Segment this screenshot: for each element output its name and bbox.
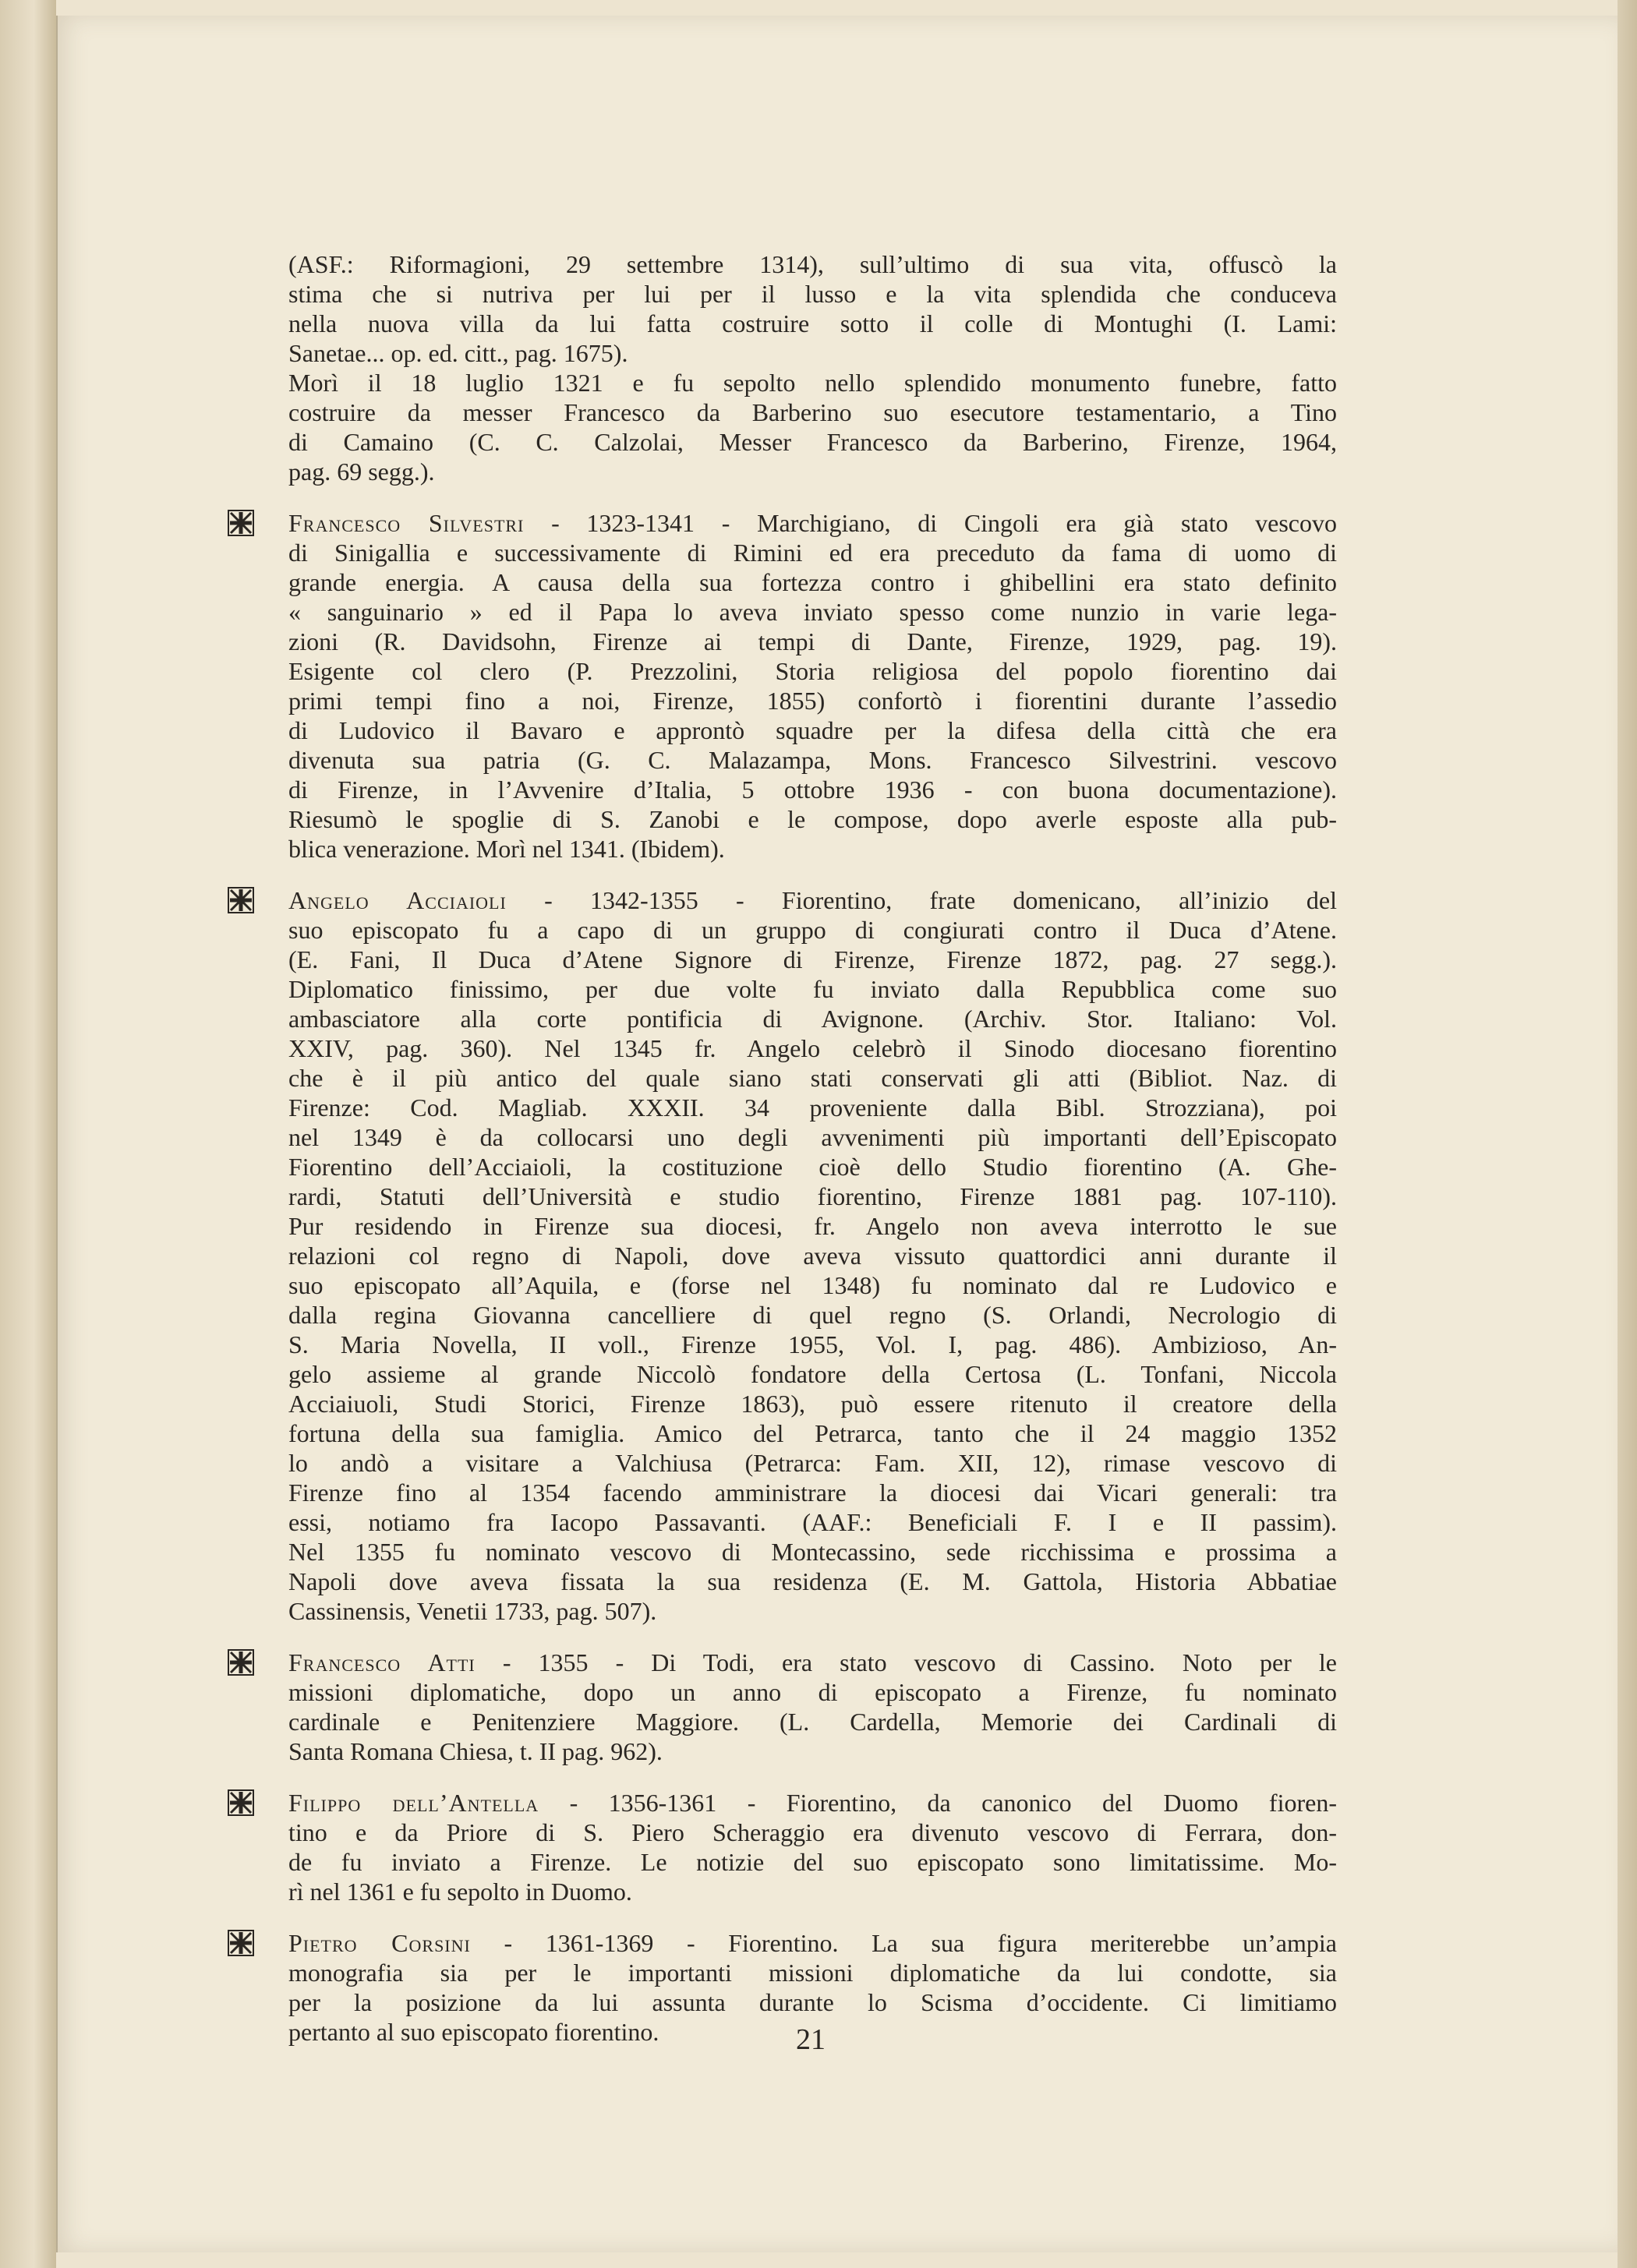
text-line: essi, notiamo fra Iacopo Passavanti. (AAF.: Beneficiali F. I e II passim). xyxy=(288,1508,1337,1536)
text-line: grande energia. A causa della sua fortezza contro i ghibellini era stato definito xyxy=(288,568,1337,596)
text-line: divenuta sua patria (G. C. Malazampa, Mons. Francesco Silvestrini. vescovo xyxy=(288,746,1337,774)
text-line: de fu inviato a Firenze. Le notizie del suo episcopato sono limitatissime. Mo- xyxy=(288,1848,1337,1876)
bishop-entry xyxy=(288,1648,1337,1766)
text-line: blica venerazione. Morì nel 1341. (Ibidem). xyxy=(288,835,725,863)
bishop-name: Francesco Atti xyxy=(288,1648,476,1676)
cross-icon xyxy=(228,1930,254,1956)
text-line: Sanetae... op. ed. citt., pag. 1675). xyxy=(288,339,628,367)
bishop-name: Angelo Acciaioli xyxy=(288,886,507,914)
book-spine xyxy=(0,0,56,2268)
text-line: missioni diplomatiche, dopo un anno di episcopato a Firenze, fu nominato xyxy=(288,1678,1337,1706)
text-line: Napoli dove aveva fissata la sua residenza (E. M. Gattola, Historia Abbatiae xyxy=(288,1567,1337,1595)
bishop-name: Filippo dell’Antella xyxy=(288,1789,539,1817)
text-line: rardi, Statuti dell’Università e studio fiorentino, Firenze 1881 pag. 107-110). xyxy=(288,1182,1337,1210)
text-line: nel 1349 è da collocarsi uno degli avvenimenti più importanti dell’Episcopato xyxy=(288,1123,1337,1151)
text-line: Diplomatico finissimo, per due volte fu inviato dalla Repubblica come suo xyxy=(288,975,1337,1003)
text-line: cardinale e Penitenziere Maggiore. (L. Cardella, Memorie dei Cardinali di xyxy=(288,1708,1337,1736)
text-line: Esigente col clero (P. Prezzolini, Storia religiosa del popolo fiorentino dai xyxy=(288,657,1337,685)
text-line: pag. 69 segg.). xyxy=(288,457,435,486)
bishop-name: Pietro Corsini xyxy=(288,1929,471,1957)
cross-icon xyxy=(228,1649,254,1676)
text-line: Morì il 18 luglio 1321 e fu sepolto nello splendido monumento funebre, fatto xyxy=(288,369,1337,397)
text-line: che è il più antico del quale siano stati conservati gli atti (Bibliot. Naz. di xyxy=(288,1064,1337,1092)
text-line: gelo assieme al grande Niccolò fondatore della Certosa (L. Tonfani, Niccola xyxy=(288,1360,1337,1388)
text-line: di Camaino (C. C. Calzolai, Messer Francesco da Barberino, Firenze, 1964, xyxy=(288,428,1337,456)
text-line: (E. Fani, Il Duca d’Atene Signore di Firenze, Firenze 1872, pag. 27 segg.). xyxy=(288,945,1337,973)
intro-paragraph xyxy=(288,249,1337,486)
text-line: Firenze fino al 1354 facendo amministrare la diocesi dai Vicari generali: tra xyxy=(288,1478,1337,1507)
bishop-name: Francesco Silvestri xyxy=(288,509,525,537)
text-line: « sanguinario » ed il Papa lo aveva inviato spesso come nunzio in varie lega- xyxy=(288,598,1337,626)
page-edge xyxy=(1618,0,1637,2268)
text-line: pertanto al suo episcopato fiorentino. xyxy=(288,2018,659,2046)
text-line: XXIV, pag. 360). Nel 1345 fr. Angelo celebrò il Sinodo diocesano fiorentino xyxy=(288,1034,1337,1062)
text-line: costruire da messer Francesco da Barberino suo esecutore testamentario, a Tino xyxy=(288,398,1337,426)
cross-icon xyxy=(228,510,254,536)
text-line: Acciaiuoli, Studi Storici, Firenze 1863), può essere ritenuto il creatore della xyxy=(288,1390,1337,1418)
bishop-entry xyxy=(288,508,1337,864)
text-line: Cassinensis, Venetii 1733, pag. 507). xyxy=(288,1597,657,1625)
text-line: - 1323-1341 - Marchigiano, di Cingoli era già stato vescovo xyxy=(524,509,1338,537)
text-line: dalla regina Giovanna cancelliere di quel regno (S. Orlandi, Necrologio di xyxy=(288,1301,1337,1329)
text-line: - 1355 - Di Todi, era stato vescovo di Cassino. Noto per le xyxy=(475,1648,1338,1676)
text-line: Riesumò le spoglie di S. Zanobi e le compose, dopo averle esposte alla pub- xyxy=(288,805,1337,833)
text-line: Pur residendo in Firenze sua diocesi, fr. Angelo non aveva interrotto le sue xyxy=(288,1212,1337,1240)
text-line: Nel 1355 fu nominato vescovo di Montecassino, sede ricchissima e prossima a xyxy=(288,1538,1337,1566)
text-line: monografia sia per le importanti missioni diplomatiche da lui condotte, sia xyxy=(288,1959,1337,1987)
text-line: - 1342-1355 - Fiorentino, frate domenicano, all’inizio del xyxy=(506,886,1337,914)
cross-icon xyxy=(228,887,254,913)
text-line: S. Maria Novella, II voll., Firenze 1955, Vol. I, pag. 486). Ambizioso, An- xyxy=(288,1330,1337,1358)
text-line: Fiorentino dell’Acciaioli, la costituzione cioè dello Studio fiorentino (A. Ghe- xyxy=(288,1153,1337,1181)
text-line: Firenze: Cod. Magliab. XXXII. 34 proveniente dalla Bibl. Strozziana), poi xyxy=(288,1093,1337,1122)
text-line: - 1356-1361 - Fiorentino, da canonico del Duomo fioren- xyxy=(539,1789,1337,1817)
text-line: suo episcopato fu a capo di un gruppo di congiurati contro il Duca d’Atene. xyxy=(288,916,1337,944)
text-line: rì nel 1361 e fu sepolto in Duomo. xyxy=(288,1878,632,1906)
bishop-entry xyxy=(288,885,1337,1626)
text-line: ambasciatore alla corte pontificia di Avignone. (Archiv. Stor. Italiano: Vol. xyxy=(288,1005,1337,1033)
text-line: - 1361-1369 - Fiorentino. La sua figura meriterebbe un’ampia xyxy=(470,1929,1337,1957)
text-line: di Firenze, in l’Avvenire d’Italia, 5 ottobre 1936 - con buona documentazione). xyxy=(288,775,1337,804)
text-line: per la posizione da lui assunta durante lo Scisma d’occidente. Ci limitiamo xyxy=(288,1988,1337,2016)
text-line: tino e da Priore di S. Piero Scheraggio era divenuto vescovo di Ferrara, don- xyxy=(288,1818,1337,1846)
text-line: primi tempi fino a noi, Firenze, 1855) confortò i fiorentini durante l’assedio xyxy=(288,687,1337,715)
page-number: 21 xyxy=(796,2023,826,2056)
page-text xyxy=(288,249,1337,2047)
text-line: nella nuova villa da lui fatta costruire sotto il colle di Montughi (I. Lami: xyxy=(288,309,1337,337)
text-line: di Ludovico il Bavaro e approntò squadre per la difesa della città che era xyxy=(288,716,1337,744)
text-line: lo andò a visitare a Valchiusa (Petrarca: Fam. XII, 12), rimase vescovo di xyxy=(288,1449,1337,1477)
text-line: relazioni col regno di Napoli, dove aveva vissuto quattordici anni durante il xyxy=(288,1242,1337,1270)
text-line: stima che si nutriva per lui per il lusso e la vita splendida che conduceva xyxy=(288,280,1337,308)
text-line: suo episcopato all’Aquila, e (forse nel 1348) fu nominato dal re Ludovico e xyxy=(288,1271,1337,1299)
text-line: di Sinigallia e successivamente di Rimini ed era preceduto da fama di uomo di xyxy=(288,539,1337,567)
text-line: (ASF.: Riformagioni, 29 settembre 1314), sull’ultimo di sua vita, offuscò la xyxy=(288,250,1337,278)
text-line: zioni (R. Davidsohn, Firenze ai tempi di Dante, Firenze, 1929, pag. 19). xyxy=(288,627,1337,655)
text-line: fortuna della sua famiglia. Amico del Petrarca, tanto che il 24 maggio 1352 xyxy=(288,1419,1337,1447)
text-line: Santa Romana Chiesa, t. II pag. 962). xyxy=(288,1737,663,1765)
cross-icon xyxy=(228,1789,254,1816)
bishop-entry xyxy=(288,1788,1337,1906)
